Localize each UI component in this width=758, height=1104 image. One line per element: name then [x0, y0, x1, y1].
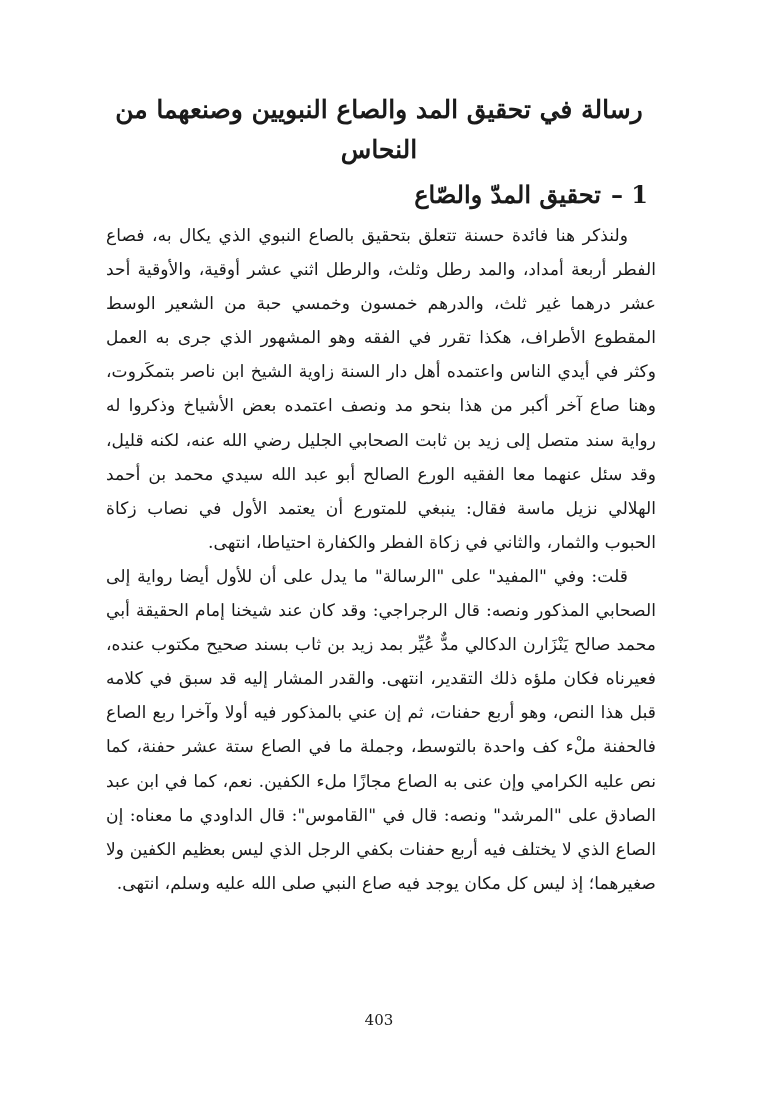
paragraph: قلت: وفي "المفيد" على "الرسالة" ما يدل على أن للأول أيضا رواية إلى الصحابي المذكور ونصه: قال الرجراجي: وقد كان عند شيخنا إمام الحقيقة أبي محمد صالح يَنْزَارن الدكالي مدٌّ عُيِّر بمد زيد بن ثاب بسند صحيح مكتوب عنده، فعيرناه فكان ملؤه ذلك التقدير، انتهى. والقدر المشار إليه قد سبق في كلامه قبل هذا النص، وهو أربع حفنات، ثم إن عني بالمذكور فيه أولا وآخرا ربع الصاع فالحفنة ملْء كف واحدة بالتوسط، وجملة ما في الصاع ستة عشر حفنة، كما نص عليه الكرامي وإن عنى به الصاع مجازًا ملء الكفين. نعم، كما في ابن عبد الصادق على "المرشد" ونصه: قال في "القاموس": قال الداودي ما معناه: إن الصاع الذي لا يختلف فيه أربع حفنات بكفي الرجل الذي ليس بعظيم الكفين ولا صغيرهما؛ إذ ليس كل مكان يوجد فيه صاع النبي صلى الله عليه وسلم، انتهى.: [106, 566, 656, 894]
section-title: تحقيق المدّ والصّاع: [414, 180, 601, 209]
running-title: رسالة في تحقيق المد والصاع النبويين وصنعهما من النحاس: [115, 95, 643, 164]
section-number: 1 –: [610, 180, 648, 209]
body-text: [106, 219, 656, 901]
page-number: 403: [364, 1011, 394, 1029]
section-heading: [414, 175, 648, 215]
paragraph: ولنذكر هنا فائدة حسنة تتعلق بتحقيق بالصاع النبوي الذي يكال به، فصاع الفطر أربعة أمداد، والمد رطل وثلث، والرطل اثني عشر أوقية، والأوقية أحد عشر درهما غير ثلث، والدرهم خمسون وخمسي حبة من الشعير الوسط المقطوع الأطراف، هكذا تقرر في الفقه وهو المشهور الذي جرى به العمل وكثر في أيدي الناس واعتمده أهل دار السنة زاوية الشيخ ابن ناصر بتمكَروت، وهنا صاع آخر أكبر من هذا بنحو مد ونصف اعتمده بعض الأشياخ وذكروا له رواية سند متصل إلى زيد بن ثابت الصحابي الجليل رضي الله عنه، لكنه قليل، وقد سئل عنهما معا الفقيه الورع الصالح أبو عبد الله سيدي محمد بن أحمد الهلالي نزيل ماسة فقال: ينبغي للمتورع أن يعتمد الأول في نصاب زكاة الحبوب والثمار، والثاني في زكاة الفطر والكفارة احتياطا، انتهى.: [106, 226, 656, 553]
